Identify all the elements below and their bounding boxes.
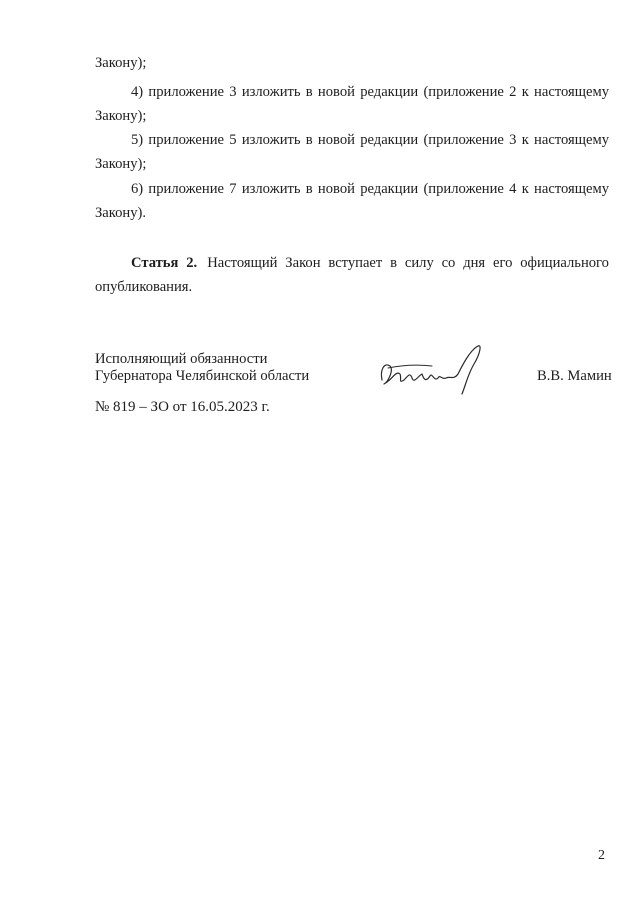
body-line: Закону);	[95, 156, 147, 172]
body-line: 4) приложение 3 изложить в новой редакции (приложение 2 к настоящему	[131, 84, 609, 100]
signer-name: В.В. Мамин	[537, 368, 612, 384]
signer-title-line-1: Исполняющий обязанности	[95, 351, 268, 367]
article-label: Статья 2.	[131, 255, 198, 271]
signer-title-line-2: Губернатора Челябинской области	[95, 368, 310, 384]
body-line: Закону).	[95, 205, 147, 221]
body-line: Закону);	[95, 108, 147, 124]
body-line: 6) приложение 7 изложить в новой редакции (приложение 4 к настоящему	[131, 181, 609, 197]
article-2-line	[131, 253, 609, 273]
article-text: Настоящий Закон вступает в силу со дня его официального	[207, 255, 609, 271]
body-line: Закону);	[95, 55, 147, 71]
body-line: 5) приложение 5 изложить в новой редакции (приложение 3 к настоящему	[131, 132, 609, 148]
page-number: 2	[598, 848, 605, 863]
law-number: № 819 – ЗО от 16.05.2023 г.	[95, 399, 270, 415]
handwritten-signature	[374, 340, 494, 400]
article-2-line-2: опубликования.	[95, 279, 193, 295]
